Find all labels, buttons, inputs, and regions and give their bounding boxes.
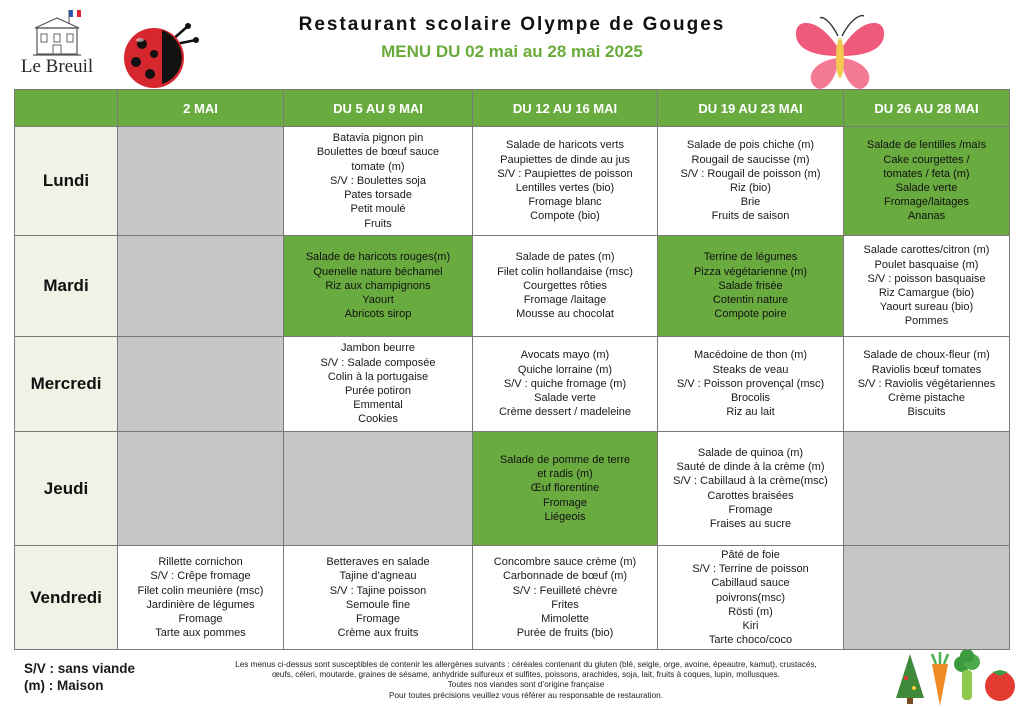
dish-line: S/V : Raviolis végétariennes <box>857 377 996 390</box>
dish-line: Kiri <box>742 620 759 633</box>
dish-line: Avocats mayo (m) <box>520 349 610 362</box>
menu-row-lundi <box>15 127 1010 236</box>
dish-line: Purée de fruits (bio) <box>516 627 614 640</box>
legend <box>24 660 135 694</box>
dish-line: S/V : Cabillaud à la crème(msc) <box>673 475 828 488</box>
menu-date-range: MENU DU 02 mai au 28 mai 2025 <box>381 42 643 61</box>
menu-cell <box>658 432 844 546</box>
column-header: DU 26 AU 28 MAI <box>844 90 1010 127</box>
day-label: Mardi <box>15 236 118 337</box>
dish-line: S/V : Terrine de poisson <box>692 563 809 576</box>
dish-line: Emmental <box>353 399 403 412</box>
dish-line: Fruits de saison <box>711 210 790 223</box>
dish-line: Betteraves en salade <box>326 556 430 569</box>
dish-line: Mimolette <box>541 612 589 625</box>
dish-line: Mousse au chocolat <box>516 308 614 321</box>
table-corner <box>15 90 118 127</box>
dish-line: Crème dessert / madeleine <box>498 406 632 419</box>
dish-line: Fromage <box>178 612 223 625</box>
dish-line: S/V : Rougail de poisson (m) <box>680 167 821 180</box>
dish-line: Crème pistache <box>887 392 966 405</box>
dish-line: Fromage blanc <box>528 196 602 209</box>
dish-line: Salade frisée <box>718 279 783 292</box>
day-label: Mercredi <box>15 337 118 432</box>
dish-line: Œuf florentine <box>530 482 600 495</box>
dish-line: Rösti (m) <box>728 605 773 618</box>
dish-line: Quenelle nature béchamel <box>313 265 443 278</box>
dish-line: Courgettes rôties <box>523 279 607 292</box>
dish-line: Fromage/laitages <box>884 196 969 209</box>
dish-line: Pates torsade <box>344 189 412 202</box>
dish-line: Semoule fine <box>345 598 411 611</box>
dish-line: Salade verte <box>895 182 958 194</box>
menu-cell <box>658 337 844 432</box>
dish-line: Colin à la portugaise <box>327 370 429 383</box>
dish-line: Quiche lorraine (m) <box>517 363 613 376</box>
dish-line: Rillette cornichon <box>158 556 243 569</box>
dish-line: Lentilles vertes (bio) <box>515 182 615 194</box>
dish-line: S/V : Tajine poisson <box>329 584 427 597</box>
dish-line: Carottes braisées <box>707 489 794 502</box>
dish-line: S/V : quiche fromage (m) <box>503 377 627 390</box>
dish-line: Salade de choux-fleur (m) <box>863 349 990 362</box>
dish-line: Yaourt sureau (bio) <box>879 301 974 314</box>
header-row <box>15 90 1010 127</box>
menu-cell <box>473 432 658 546</box>
dish-line: Sauté de dinde à la crème (m) <box>676 461 825 474</box>
dish-line: S/V : poisson basquaise <box>867 272 986 285</box>
dish-line: Abricots sirop <box>344 308 412 321</box>
dish-line: Raviolis bœuf tomates <box>871 363 982 376</box>
menu-cell <box>658 546 844 650</box>
menu-cell <box>473 337 658 432</box>
menu-cell <box>284 127 473 236</box>
dish-line: S/V : Salade composée <box>320 356 436 369</box>
dish-line: Compote (bio) <box>530 210 600 223</box>
day-label: Lundi <box>15 127 118 236</box>
dish-line: S/V : Paupiettes de poisson <box>497 167 633 180</box>
dish-line: Jambon beurre <box>341 342 415 355</box>
dish-line: tomates / feta (m) <box>883 167 970 180</box>
dish-line: S/V : Boulettes soja <box>330 174 426 187</box>
dish-line: Tarte choco/coco <box>708 634 793 647</box>
dish-line: Brie <box>740 196 761 209</box>
note-line: œufs, céleri, moutarde, graines de sésame, anhydride sulfureux et sulfites, poissons, arachides, soja, lait, fruits à coques, lupin, mollusques. <box>272 670 780 680</box>
day-label: Vendredi <box>15 546 118 650</box>
menu-cell <box>844 432 1010 546</box>
dish-line: Salade verte <box>534 392 596 405</box>
dish-line: Riz au lait <box>726 406 775 419</box>
dish-line: Petit moulé <box>350 203 406 216</box>
dish-line: Pizza végétarienne (m) <box>693 265 808 278</box>
dish-line: poivrons(msc) <box>715 591 786 604</box>
dish-line: S/V : Poisson provençal (msc) <box>676 377 825 390</box>
dish-line: Fromage <box>728 503 773 516</box>
dish-line: Fraises au sucre <box>709 517 792 530</box>
dish-line: Tajine d’agneau <box>339 570 417 583</box>
dish-line: Riz (bio) <box>730 182 771 194</box>
dish-line: Salade de quinoa (m) <box>697 446 804 459</box>
dish-line: Boulettes de bœuf sauce <box>316 146 440 159</box>
logo-text: Le Breuil <box>20 56 94 77</box>
dish-line: Fromage /laitage <box>523 294 607 307</box>
dish-line: Ananas <box>907 210 946 223</box>
dish-line: Fruits <box>364 217 392 230</box>
dish-line: Brocolis <box>730 392 771 405</box>
menu-cell <box>118 127 284 236</box>
day-label: Jeudi <box>15 432 118 546</box>
menu-cell <box>118 337 284 432</box>
dish-line: Yaourt <box>362 294 394 307</box>
menu-cell <box>844 546 1010 650</box>
dish-line: Frites <box>551 598 579 611</box>
dish-line: Poulet basquaise (m) <box>874 258 979 271</box>
menu-cell <box>284 236 473 337</box>
dish-line: Macédoine de thon (m) <box>693 349 808 362</box>
menu-row-mercredi <box>15 337 1010 432</box>
menu-cell <box>658 236 844 337</box>
dish-line: Fromage <box>355 612 401 625</box>
dish-line: Pommes <box>904 315 949 328</box>
dish-line: Biscuits <box>907 406 946 419</box>
dish-line: Concombre sauce crème (m) <box>493 556 637 569</box>
dish-line: Cookies <box>358 413 398 426</box>
dish-line: S/V : Crêpe fromage <box>150 570 251 583</box>
menu-body <box>15 127 1010 650</box>
dish-line: Fromage <box>542 496 588 509</box>
dish-line: Rougail de saucisse (m) <box>691 153 810 166</box>
dish-line: Crème aux fruits <box>337 627 419 640</box>
menu-cell <box>844 337 1010 432</box>
menu-cell <box>118 432 284 546</box>
dish-line: Paupiettes de dinde au jus <box>500 153 630 166</box>
dish-line: Purée potiron <box>344 385 412 397</box>
menu-cell <box>844 127 1010 236</box>
menu-cell <box>284 337 473 432</box>
page-title: Restaurant scolaire Olympe de Gouges <box>298 14 726 35</box>
dish-line: Pâté de foie <box>721 549 780 561</box>
dish-line: Salade de pomme de terre <box>499 453 631 466</box>
allergen-notes <box>168 660 884 701</box>
menu-table <box>14 89 1010 650</box>
dish-line: Batavia pignon pin <box>332 132 424 145</box>
dish-line: Filet colin hollandaise (msc) <box>497 265 633 278</box>
menu-cell <box>284 546 473 650</box>
note-line: Toutes nos viandes sont d’origine française <box>447 680 605 690</box>
menu-row-vendredi <box>15 546 1010 650</box>
legend-maison: (m) : Maison <box>24 678 104 693</box>
menu-row-jeudi <box>15 432 1010 546</box>
dish-line: Salade de pates (m) <box>515 251 615 264</box>
column-header: 2 MAI <box>118 90 284 127</box>
dish-line: Steaks de veau <box>712 363 789 376</box>
dish-line: Salade de pois chiche (m) <box>686 139 815 152</box>
dish-line: S/V : Feuilleté chèvre <box>512 584 618 597</box>
menu-cell <box>473 236 658 337</box>
dish-line: Terrine de légumes <box>703 251 798 264</box>
menu-cell <box>473 546 658 650</box>
menu-cell <box>658 127 844 236</box>
column-header: DU 5 AU 9 MAI <box>284 90 473 127</box>
dish-line: Riz Camargue (bio) <box>878 287 975 299</box>
dish-line: Carbonnade de bœuf (m) <box>502 570 628 583</box>
menu-cell <box>473 127 658 236</box>
menu-cell <box>844 236 1010 337</box>
dish-line: et radis (m) <box>537 468 593 481</box>
legend-sans-viande: S/V : sans viande <box>24 661 136 676</box>
dish-line: tomate (m) <box>351 160 405 173</box>
menu-cell <box>118 236 284 337</box>
note-line: Les menus ci-dessus sont susceptibles de contenir les allergènes suivants : céréales contenant du gluten (blé, seigle, orge, avoine, épeautre, kamut), crustacés, <box>235 660 817 669</box>
dish-line: Filet colin meunière (msc) <box>137 584 264 597</box>
dish-line: Compote poire <box>714 308 787 321</box>
dish-line: Cabillaud sauce <box>711 577 790 590</box>
column-header: DU 12 AU 16 MAI <box>473 90 658 127</box>
menu-cell <box>118 546 284 650</box>
menu-cell <box>284 432 473 546</box>
menu-row-mardi <box>15 236 1010 337</box>
dish-line: Salade de lentilles /maïs <box>866 139 987 152</box>
dish-line: Salade carottes/citron (m) <box>863 244 990 257</box>
dish-line: Cotentin nature <box>712 294 789 307</box>
dish-line: Salade de haricots rouges(m) <box>305 251 451 264</box>
dish-line: Salade de haricots verts <box>505 139 624 152</box>
dish-line: Riz aux champignons <box>325 279 431 292</box>
dish-line: Cake courgettes / <box>883 153 970 166</box>
dish-line: Tarte aux pommes <box>155 627 246 640</box>
column-header: DU 19 AU 23 MAI <box>658 90 844 127</box>
note-line: Pour toutes précisions veuillez vous référer au responsable de restauration. <box>389 690 663 700</box>
dish-line: Jardinière de légumes <box>146 598 255 611</box>
vegetables-icon <box>892 650 1020 708</box>
dish-line: Liégeois <box>544 510 586 523</box>
